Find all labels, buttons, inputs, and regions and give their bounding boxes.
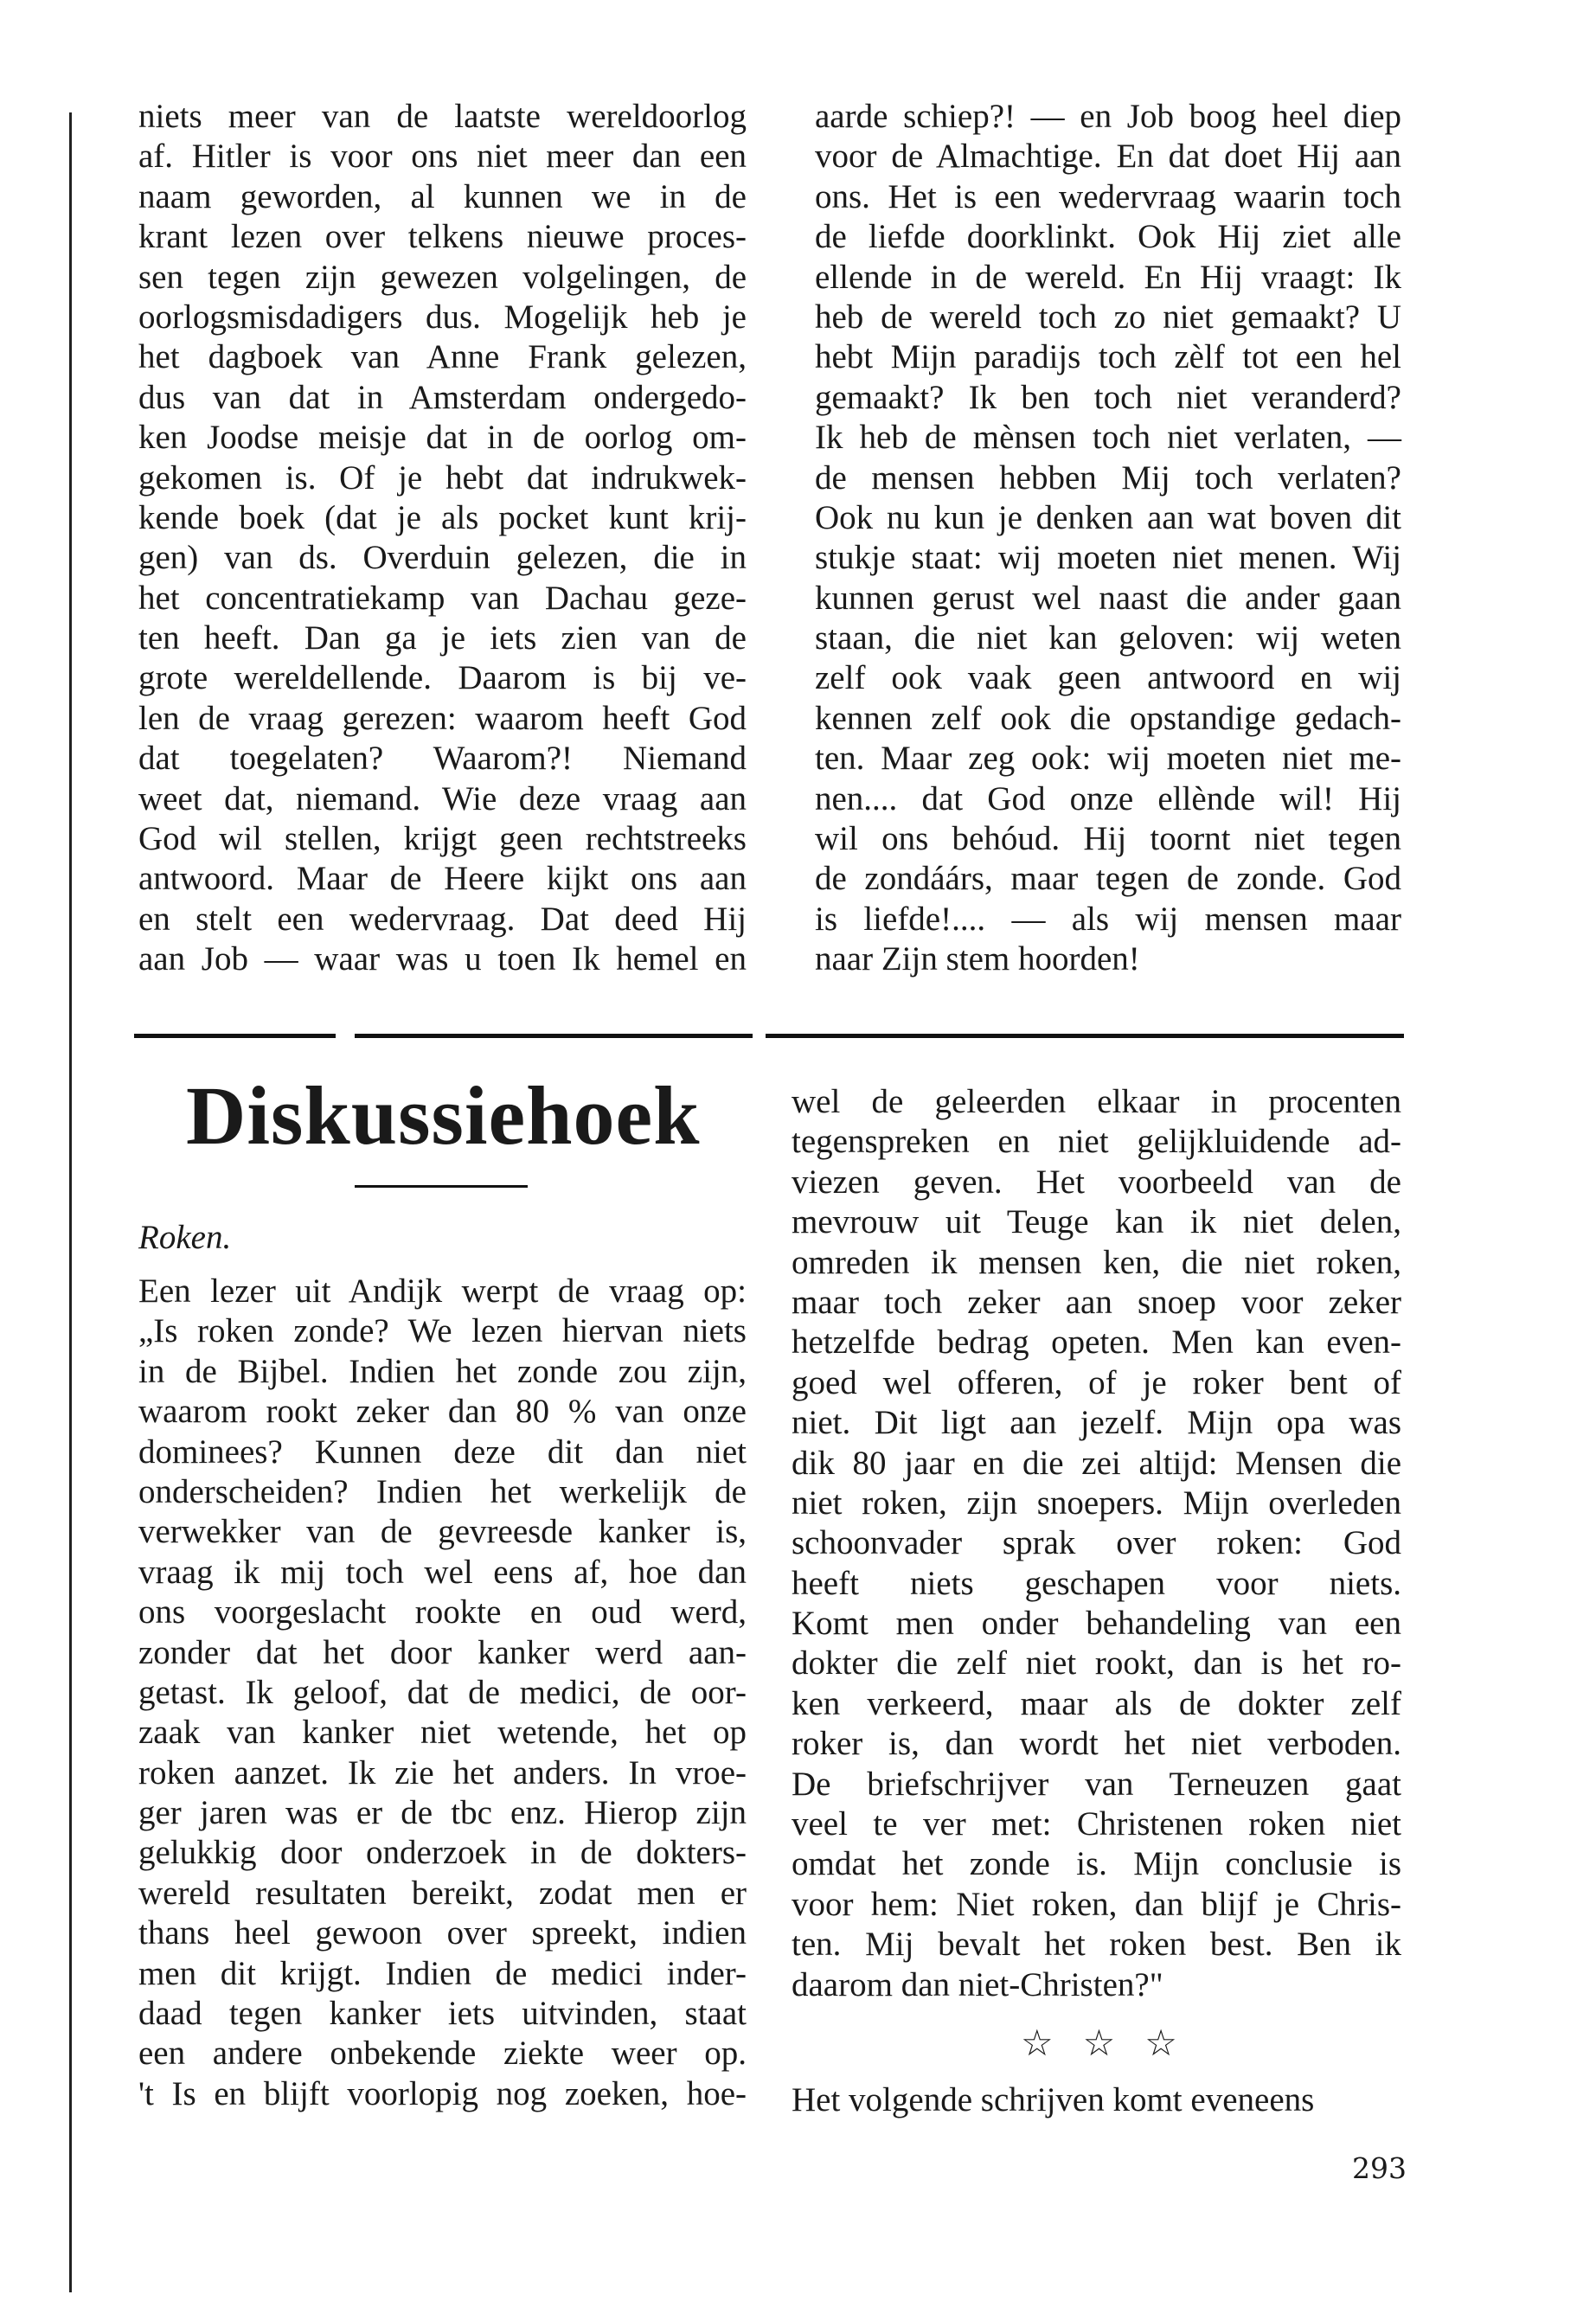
text-line: getast. Ik geloof, dat de medici, de oor-	[138, 1673, 747, 1711]
text-line: heeft niets geschapen voor niets.	[792, 1564, 1401, 1602]
text-line: roken aanzet. Ik zie het anders. In vroe-	[138, 1753, 747, 1791]
text-line: de mensen hebben Mij toch verlaten?	[815, 458, 1401, 497]
text-line: zelf ook vaak geen antwoord en wij	[815, 659, 1401, 697]
text-line: kunnen gerust wel naast die ander gaan	[815, 579, 1401, 617]
text-line: Ook nu kun je denken aan wat boven dit	[815, 498, 1401, 536]
star-separator: ☆☆☆	[1021, 2024, 1207, 2064]
text-line: gekomen is. Of je hebt dat indrukwek-	[138, 458, 747, 497]
text-line: ken Joodse meisje dat in de oorlog om-	[138, 419, 747, 457]
text-line: dominees? Kunnen deze dit dan niet	[138, 1433, 747, 1471]
text-line: wel de geleerden elkaar in procenten	[792, 1083, 1401, 1120]
text-line: dus van dat in Amsterdam ondergedo-	[138, 378, 747, 416]
section-divider-rule	[134, 1034, 336, 1038]
text-line: tegenspreken en niet gelijkluidende ad-	[792, 1123, 1401, 1161]
bottom-right-column	[792, 1082, 1401, 2005]
text-line: niet roken, zijn snoepers. Mijn overleden	[792, 1484, 1401, 1522]
text-line: hetzelfde bedrag opeten. Men kan even-	[792, 1324, 1401, 1362]
text-line: ken verkeerd, maar als de dokter zelf	[792, 1684, 1401, 1722]
closing-line: Het volgende schrijven komt eveneens	[792, 2081, 1315, 2118]
text-line: roker is, dan wordt het niet verboden.	[792, 1725, 1401, 1763]
text-line: grote wereldellende. Daarom is bij ve-	[138, 659, 747, 697]
text-line: ten. Maar zeg ook: wij moeten niet me-	[815, 740, 1401, 778]
text-line: dokter die zelf niet rookt, dan is het ro-	[792, 1644, 1401, 1682]
text-line: God wil stellen, krijgt geen rechtstreeks	[138, 820, 747, 858]
text-line: en stelt een wedervraag. Dat deed Hij	[138, 900, 747, 938]
text-line: omdat het zonde is. Mijn conclusie is	[792, 1845, 1401, 1883]
text-line: de liefde doorklinkt. Ook Hij ziet alle	[815, 218, 1401, 256]
text-line: viezen geven. Het voorbeeld van de	[792, 1163, 1401, 1201]
text-line: veel te ver met: Christenen roken niet	[792, 1805, 1401, 1843]
text-line: weet dat, niemand. Wie deze vraag aan	[138, 779, 747, 817]
text-line: thans heel gewoon over spreekt, indien	[138, 1914, 747, 1952]
text-line: dat toegelaten? Waarom?! Niemand	[138, 740, 747, 778]
text-line: gelukkig door onderzoek in de dokters-	[138, 1834, 747, 1872]
text-line: gen) van ds. Overduin gelezen, die in	[138, 539, 747, 577]
text-line: hebt Mijn paradijs toch zèlf tot een hel	[815, 338, 1401, 376]
text-line: men dit krijgt. Indien de medici inder-	[138, 1954, 747, 1992]
text-line: voor hem: Niet roken, dan blijf je Chris-	[792, 1885, 1401, 1923]
text-line: wereld resultaten bereikt, zodat men er	[138, 1874, 747, 1912]
text-line: naar Zijn stem hoorden!	[815, 940, 1140, 978]
text-line: ten. Mij bevalt het roken best. Ben ik	[792, 1926, 1401, 1964]
text-line: een andere onbekende ziekte weer op.	[138, 2035, 747, 2073]
text-line: antwoord. Maar de Heere kijkt ons aan	[138, 860, 747, 898]
text-line: omreden ik mensen ken, die niet roken,	[792, 1243, 1401, 1281]
text-line: aarde schiep?! — en Job boog heel diep	[815, 98, 1401, 135]
top-left-column	[138, 97, 747, 980]
text-line: heb de wereld toch zo niet gemaakt? U	[815, 298, 1401, 336]
text-line: ger jaren was er de tbc enz. Hierop zijn	[138, 1794, 747, 1832]
text-line: ons voorgeslacht rookte en oud werd,	[138, 1593, 747, 1631]
text-line: schoonvader sprak over roken: God	[792, 1524, 1401, 1562]
text-line: vraag ik mij toch wel eens af, hoe dan	[138, 1553, 747, 1591]
text-line: onderscheiden? Indien het werkelijk de	[138, 1472, 747, 1510]
text-line: krant lezen over telkens nieuwe proces-	[138, 218, 747, 256]
text-line: staan, die niet kan geloven: wij weten	[815, 619, 1401, 657]
text-line: nen.... dat God onze ellènde wil! Hij	[815, 779, 1401, 817]
text-line: naam geworden, al kunnen we in de	[138, 177, 747, 215]
text-line: aan Job — waar was u toen Ik hemel en	[138, 940, 747, 978]
text-line: maar toch zeker aan snoep voor zeker	[792, 1283, 1401, 1321]
text-line: is liefde!.... — als wij mensen maar	[815, 900, 1401, 938]
text-line: Ik heb de mènsen toch niet verlaten, —	[815, 419, 1401, 457]
section-divider-rule	[766, 1034, 1404, 1038]
text-line: het dagboek van Anne Frank gelezen,	[138, 338, 747, 376]
text-line: ellende in de wereld. En Hij vraagt: Ik	[815, 258, 1401, 296]
text-line: daarom dan niet-Christen?"	[792, 1965, 1163, 2003]
text-line: ons. Het is een wedervraag waarin toch	[815, 177, 1401, 215]
text-line: kende boek (dat je als pocket kunt krij-	[138, 498, 747, 536]
text-line: waarom rookt zeker dan 80 % van onze	[138, 1393, 747, 1431]
text-line: af. Hitler is voor ons niet meer dan een	[138, 138, 747, 176]
text-line: sen tegen zijn gewezen volgelingen, de	[138, 258, 747, 296]
text-line: in de Bijbel. Indien het zonde zou zijn,	[138, 1352, 747, 1390]
text-line: stukje staat: wij moeten niet menen. Wij	[815, 539, 1401, 577]
text-line: 't Is en blijft voorlopig nog zoeken, hoe-	[138, 2074, 747, 2112]
text-line: gemaakt? Ik ben toch niet veranderd?	[815, 378, 1401, 416]
text-line: niets meer van de laatste wereldoorlog	[138, 98, 747, 135]
text-line: wil ons behóud. Hij toornt niet tegen	[815, 820, 1401, 858]
text-line: kennen zelf ook die opstandige gedach-	[815, 699, 1401, 737]
text-line: de zondáárs, maar tegen de zonde. God	[815, 860, 1401, 898]
text-line: len de vraag gerezen: waarom heeft God	[138, 699, 747, 737]
text-line: De briefschrijver van Terneuzen gaat	[792, 1765, 1401, 1803]
text-line: daad tegen kanker iets uitvinden, staat	[138, 1995, 747, 2033]
page-binding-edge	[69, 112, 72, 2292]
text-line: dik 80 jaar en die zei altijd: Mensen die	[792, 1444, 1401, 1482]
bottom-left-column	[138, 1272, 747, 2114]
text-line: voor de Almachtige. En dat doet Hij aan	[815, 138, 1401, 176]
section-heading: Diskussiehoek	[186, 1069, 701, 1162]
page-number: 293	[1352, 2151, 1407, 2185]
top-right-column	[815, 97, 1401, 980]
text-line: Komt men onder behandeling van een	[792, 1605, 1401, 1643]
text-line: het concentratiekamp van Dachau geze-	[138, 579, 747, 617]
text-line: niet. Dit ligt aan jezelf. Mijn opa was	[792, 1404, 1401, 1442]
section-divider-rule	[355, 1034, 753, 1038]
text-line: ten heeft. Dan ga je iets zien van de	[138, 619, 747, 657]
topic-label: Roken.	[138, 1219, 232, 1256]
text-line: zonder dat het door kanker werd aan-	[138, 1633, 747, 1671]
text-line: „Is roken zonde? We lezen hiervan niets	[138, 1312, 747, 1350]
text-line: zaak van kanker niet wetende, het op	[138, 1714, 747, 1752]
text-line: oorlogsmisdadigers dus. Mogelijk heb je	[138, 298, 747, 336]
text-line: Een lezer uit Andijk werpt de vraag op:	[138, 1272, 747, 1310]
heading-underline	[355, 1185, 528, 1188]
text-line: verwekker van de gevreesde kanker is,	[138, 1513, 747, 1551]
text-line: goed wel offeren, of je roker bent of	[792, 1363, 1401, 1401]
text-line: mevrouw uit Teuge kan ik niet delen,	[792, 1203, 1401, 1241]
